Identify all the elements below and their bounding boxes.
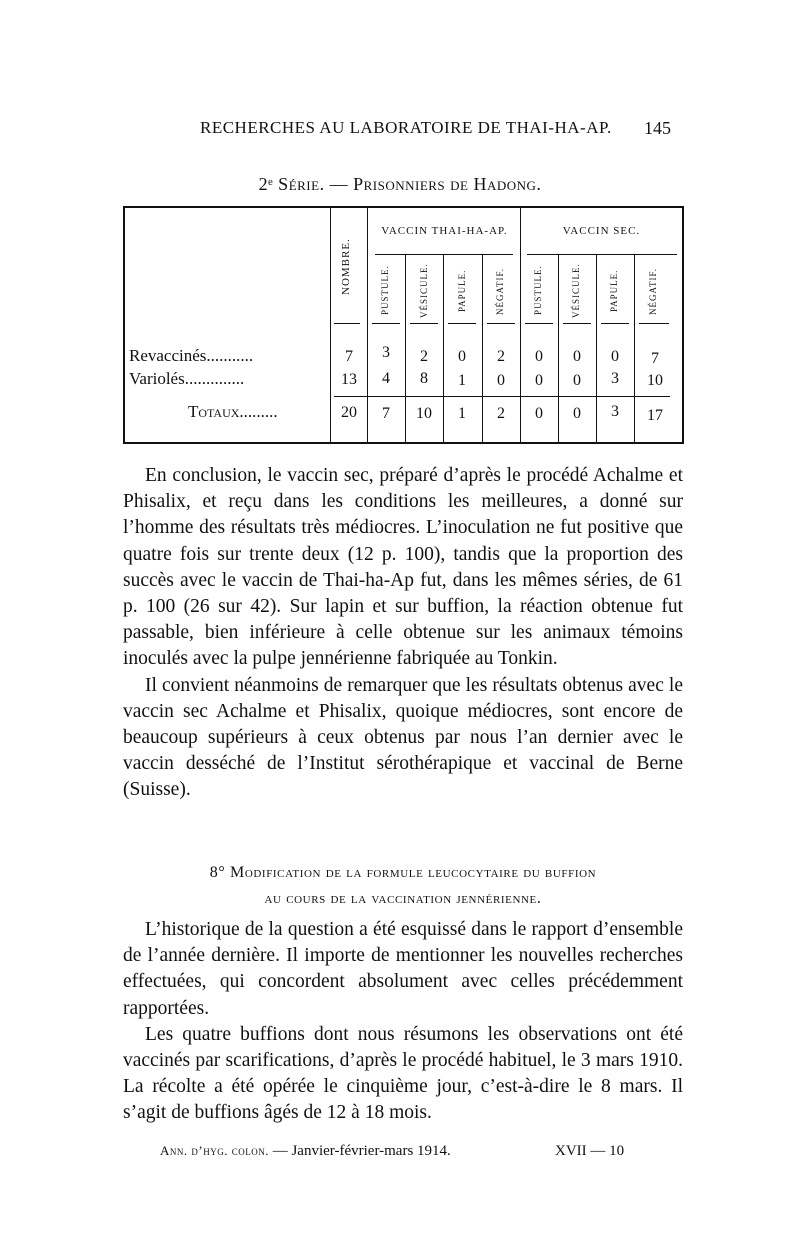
cell: 0 <box>497 372 505 389</box>
cell: 0 <box>611 348 619 365</box>
conclusion-text <box>123 463 683 804</box>
total-cell: 10 <box>416 405 432 422</box>
section-heading <box>123 860 683 912</box>
cell: 0 <box>458 348 466 365</box>
table-title <box>0 174 800 195</box>
total-cell: 1 <box>458 405 466 422</box>
cell: 0 <box>535 348 543 365</box>
total-cell: 2 <box>497 405 505 422</box>
cell: 10 <box>647 372 663 389</box>
page-number: 145 <box>644 118 671 138</box>
cell: 2 <box>497 348 505 365</box>
cell: 4 <box>382 370 390 387</box>
total-cell: 0 <box>573 405 581 422</box>
paragraph: Il convient néanmoins de remarquer que les résultats obtenus avec le vaccin sec Achalme et Phisalix, quoique médiocres, sont encore de beaucoup supérieurs à ceux obtenus par nous l’an dernier avec le vaccin desséché de l’Institut sérothérapique et vaccinal de Berne (Suisse). <box>123 674 683 801</box>
cell: 3 <box>382 344 390 361</box>
running-title: RECHERCHES AU LABORATOIRE DE THAI-HA-AP. <box>200 118 612 137</box>
col-nombre-header: NOMBRE. <box>340 238 352 295</box>
sub-header: VÉSICULE. <box>419 263 429 318</box>
cell: 8 <box>420 370 428 387</box>
row-label-varioles: Variolés.............. <box>129 369 245 388</box>
section-text <box>123 917 683 1127</box>
sub-header: PAPULE. <box>457 269 467 312</box>
section-title-line1: Modification de la formule leucocytaire du buffion <box>230 864 597 881</box>
results-table-frame <box>123 206 684 444</box>
sub-header: VÉSICULE. <box>571 263 581 318</box>
table-title-dash: — <box>329 174 349 194</box>
cell: 0 <box>535 372 543 389</box>
sub-header: PUSTULE. <box>380 265 390 315</box>
sub-header: PUSTULE. <box>533 265 543 315</box>
page-footer <box>160 1143 660 1160</box>
cell: 7 <box>651 350 659 367</box>
total-nombre: 20 <box>341 404 357 421</box>
cell-nombre: 7 <box>345 348 353 365</box>
cell: 2 <box>420 348 428 365</box>
total-cell: 0 <box>535 405 543 422</box>
cell: 0 <box>573 348 581 365</box>
group-header-vaccin-sec: VACCIN SEC. <box>562 225 641 237</box>
total-cell: 17 <box>647 407 663 424</box>
section-title-line2: au cours de la vaccination jennérienne. <box>264 890 542 907</box>
cell: 3 <box>611 370 619 387</box>
paragraph: L’historique de la question a été esquissé dans le rapport d’ensemble de l’année dernière. Il importe de mentionner les nouvelles recherches effectuées, qui concordent absolument avec celles précédemment rapportées. <box>123 919 683 1019</box>
table-title-prefix: 2ᵉ Série. <box>258 174 325 194</box>
footer-journal: Ann. d’hyg. colon. <box>160 1143 269 1158</box>
cell: 0 <box>573 372 581 389</box>
paragraph: Les quatre buffions dont nous résumons les observations ont été vaccinés par scarifications, d’après le procédé habituel, le 3 mars 1910. La récolte a été opérée le cinquième jour, c’est-à-dire le 8 mars. Il s’agit de buffions âgés de 12 à 18 mois. <box>123 1023 683 1124</box>
group-header-thai-ha-ap: VACCIN THAI-HA-AP. <box>381 225 508 237</box>
footer-signature: XVII — 10 <box>555 1143 625 1159</box>
footer-dash: — <box>272 1143 288 1159</box>
table-title-main: Prisonniers de Hadong. <box>353 174 542 194</box>
row-label-revaccines: Revaccinés........... <box>129 346 254 365</box>
sub-header: NÉGATIF. <box>495 267 505 315</box>
sub-header: PAPULE. <box>609 269 619 312</box>
section-heading-line1 <box>123 860 683 886</box>
footer-date: Janvier-février-mars 1914. <box>291 1143 451 1159</box>
row-label-totaux: Totaux......... <box>188 402 278 421</box>
total-cell: 3 <box>611 403 619 420</box>
cell: 1 <box>458 372 466 389</box>
total-cell: 7 <box>382 405 390 422</box>
section-number: 8° <box>209 864 226 881</box>
cell-nombre: 13 <box>341 371 357 388</box>
sub-header: NÉGATIF. <box>648 267 658 315</box>
paragraph: En conclusion, le vaccin sec, préparé d’après le procédé Achalme et Phisalix, et reçu dans les conditions les meilleures, a donné sur l’homme des résultats très médiocres. L’inoculation ne fut positive que quatre fois sur trente deux (12 p. 100), tandis que la proportion des succès avec le vaccin de Thai-ha-Ap fut, dans les mêmes séries, de 61 p. 100 (26 sur 42). Sur lapin et sur buffion, la réaction obtenue fut passable, bien inférieure à celle obtenue sur les animaux témoins inoculés avec la pulpe jennérienne fabriquée au Tonkin. <box>123 465 683 670</box>
